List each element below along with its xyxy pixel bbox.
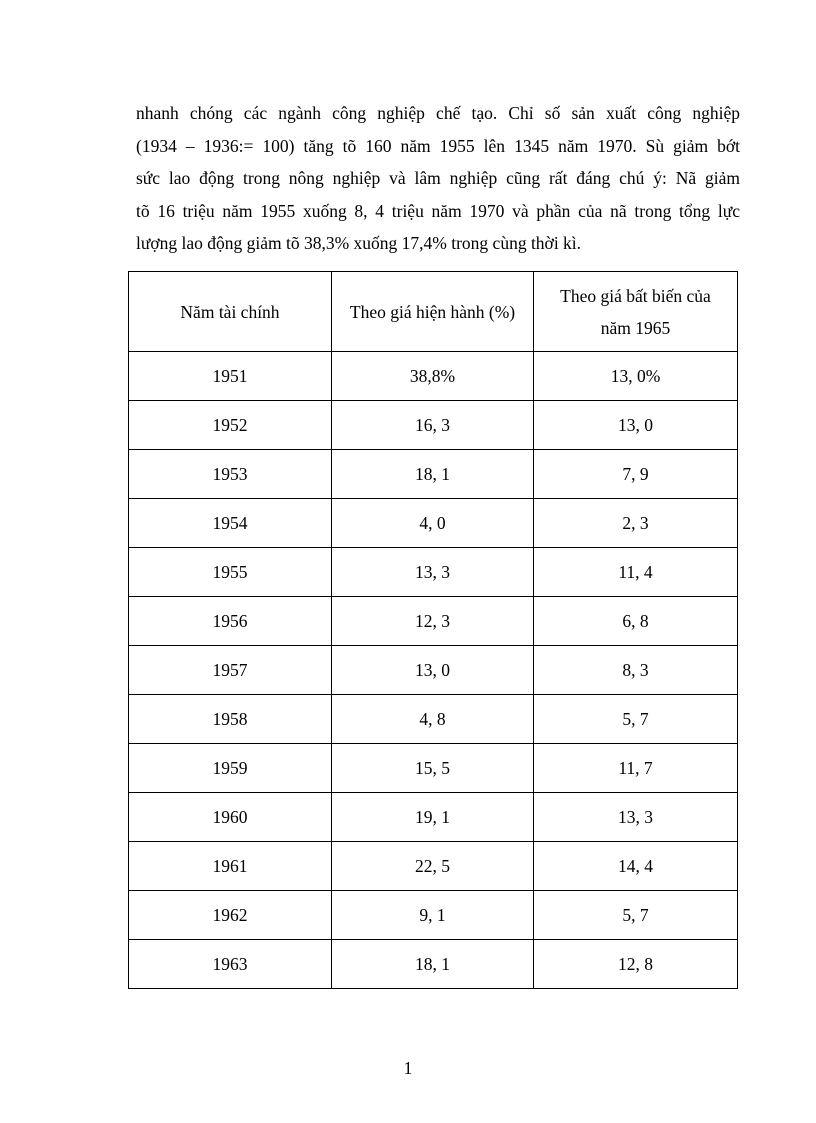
cell-constant-price: 8, 3 (534, 646, 738, 695)
header-constant-price-line2: năm 1965 (600, 317, 671, 338)
table-row (129, 891, 738, 940)
paragraph-line: tõ 16 triệu năm 1955 xuống 8, 4 triệu năm 1970 và phần của nã trong tổng lực (136, 200, 740, 221)
cell-current-price: 4, 8 (332, 695, 534, 744)
cell-constant-price: 7, 9 (534, 450, 738, 499)
cell-constant-price: 13, 0 (534, 401, 738, 450)
cell-year: 1961 (129, 842, 332, 891)
paragraph-line: sức lao động trong nông nghiệp và lâm nghiệp cũng rất đáng chú ý: Nã giảm (136, 168, 740, 188)
paragraph-line: (1934 – 1936:= 100) tăng tõ 160 năm 1955 lên 1345 năm 1970. Sù giảm bớt (136, 135, 740, 156)
cell-current-price: 12, 3 (332, 597, 534, 646)
cell-current-price: 18, 1 (332, 940, 534, 989)
growth-rate-table (128, 271, 738, 989)
body-paragraph (136, 97, 740, 260)
table-row (129, 646, 738, 695)
cell-year: 1957 (129, 646, 332, 695)
table-row (129, 401, 738, 450)
cell-constant-price: 14, 4 (534, 842, 738, 891)
cell-year: 1951 (129, 352, 332, 401)
table-row (129, 842, 738, 891)
cell-constant-price: 11, 7 (534, 744, 738, 793)
table-row (129, 548, 738, 597)
cell-year: 1963 (129, 940, 332, 989)
cell-current-price: 38,8% (332, 352, 534, 401)
cell-year: 1952 (129, 401, 332, 450)
table-row (129, 499, 738, 548)
cell-current-price: 15, 5 (332, 744, 534, 793)
paragraph-line: lượng lao động giảm tõ 38,3% xuống 17,4% trong cùng thời kì. (136, 233, 582, 253)
cell-year: 1956 (129, 597, 332, 646)
cell-year: 1962 (129, 891, 332, 940)
header-fiscal-year: Năm tài chính (129, 272, 332, 352)
cell-constant-price: 13, 0% (534, 352, 738, 401)
cell-current-price: 9, 1 (332, 891, 534, 940)
cell-current-price: 16, 3 (332, 401, 534, 450)
table-row (129, 793, 738, 842)
cell-constant-price: 13, 3 (534, 793, 738, 842)
table-row (129, 450, 738, 499)
cell-current-price: 13, 3 (332, 548, 534, 597)
cell-current-price: 18, 1 (332, 450, 534, 499)
table-row (129, 744, 738, 793)
cell-current-price: 13, 0 (332, 646, 534, 695)
header-constant-price (534, 272, 738, 352)
cell-constant-price: 5, 7 (534, 695, 738, 744)
cell-constant-price: 6, 8 (534, 597, 738, 646)
table-header-row (129, 272, 738, 352)
cell-constant-price: 2, 3 (534, 499, 738, 548)
header-current-price: Theo giá hiện hành (%) (332, 272, 534, 352)
table-row (129, 940, 738, 989)
cell-constant-price: 11, 4 (534, 548, 738, 597)
cell-constant-price: 12, 8 (534, 940, 738, 989)
cell-current-price: 19, 1 (332, 793, 534, 842)
cell-current-price: 4, 0 (332, 499, 534, 548)
table-row (129, 597, 738, 646)
cell-year: 1953 (129, 450, 332, 499)
cell-year: 1954 (129, 499, 332, 548)
cell-current-price: 22, 5 (332, 842, 534, 891)
table-row (129, 352, 738, 401)
header-constant-price-line1: Theo giá bất biến của (560, 285, 711, 306)
table-row (129, 695, 738, 744)
cell-constant-price: 5, 7 (534, 891, 738, 940)
cell-year: 1955 (129, 548, 332, 597)
page-number: 1 (403, 1058, 413, 1078)
paragraph-line: nhanh chóng các ngành công nghiệp chế tạo. Chỉ số sản xuất công nghiệp (136, 103, 740, 123)
cell-year: 1958 (129, 695, 332, 744)
cell-year: 1959 (129, 744, 332, 793)
cell-year: 1960 (129, 793, 332, 842)
